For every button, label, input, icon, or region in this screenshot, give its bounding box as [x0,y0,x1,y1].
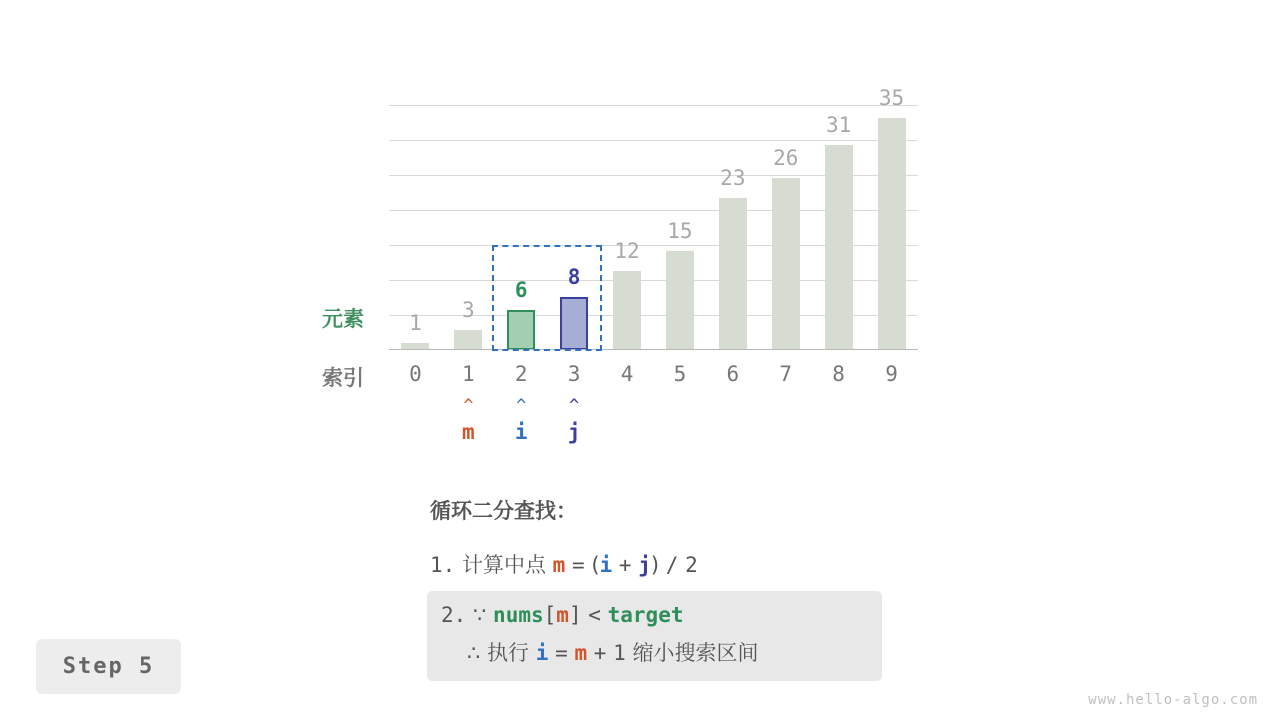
bar-slot-8 [812,105,865,350]
bar-value-1: 3 [462,298,475,322]
bar-value-4: 12 [614,239,640,263]
step2-tail-text: 缩小搜索区间 [632,641,759,665]
index-cell-4: 4 [620,362,634,386]
bar-slot-7 [759,105,812,350]
pointer-row [389,396,918,456]
watermark: www.hello-algo.com [1088,692,1258,708]
bar-value-9: 35 [878,86,905,110]
step2-less-than: < [588,603,601,627]
pointer-label-i: i [514,420,528,444]
bar-value-8: 31 [825,113,852,137]
step2-one: 1 [613,641,626,665]
step1-var-i: i [599,553,613,577]
index-cell-8: 8 [832,362,845,386]
step1-plus: + [618,553,632,577]
index-cell-5: 5 [673,362,687,386]
step2-bracket-close: ] [568,603,582,627]
index-cell-3: 3 [567,362,581,386]
step2-because-symbol: ∵ [472,603,487,627]
index-row [389,362,918,390]
bar-9 [878,118,906,350]
bar-slot-1 [442,105,495,350]
step1-var-j: j [638,553,651,577]
bar-value-6: 23 [720,166,746,190]
index-cell-6: 6 [726,362,740,386]
step1-var-m: m [552,553,566,577]
step1-equals: = [572,553,585,577]
bar-value-2: 6 [514,278,528,302]
bar-1 [454,330,482,350]
bar-value-5: 15 [667,219,693,243]
caption-step-2-line-1 [441,603,868,627]
bar-slot-0 [389,105,442,350]
bar-slot-5 [654,105,707,350]
pointer-label-j: j [567,420,581,444]
index-cell-2: 2 [514,362,528,386]
index-cell-9: 9 [885,362,898,386]
step2-bracket-open: [ [543,603,557,627]
step2-therefore-symbol: ∴ [467,641,481,665]
bar-slot-6 [706,105,759,350]
caption-step-2-box [427,591,882,681]
bar-5 [666,251,694,350]
search-range-box [492,245,602,351]
caret-icon-i: ^ [516,396,527,416]
index-cell-0: 0 [409,362,422,386]
bar-4 [613,271,641,350]
bar-value-0: 1 [409,311,422,335]
bar-slot-9 [865,86,918,350]
bar-chart [389,86,918,350]
step1-divide: / [665,553,679,577]
step1-paren-close: ) [650,553,660,577]
step2-var-m: m [556,603,569,627]
bar-value-7: 26 [773,146,799,170]
step1-paren-open: ( [591,553,600,577]
index-cell-7: 7 [779,362,793,386]
step1-two: 2 [685,553,698,577]
index-row-label: 索引 [322,366,364,390]
bar-slot-4 [601,105,654,350]
caret-icon-j: ^ [569,396,580,416]
step2-equals: = [555,641,568,665]
step2-nums: nums [493,603,544,627]
index-cell-1: 1 [462,362,475,386]
pointer-label-m: m [462,420,475,444]
caption-step-2-line-2 [441,637,868,667]
element-row-label: 元素 [322,307,364,331]
bar-7 [772,178,800,350]
step2-number: 2. [441,603,467,627]
step1-text: 计算中点 [461,553,546,577]
axis-baseline [389,349,918,350]
caption-block [430,495,900,583]
step2-exec-text: 执行 [487,641,530,665]
step2-var-i: i [535,641,549,665]
step2-plus: + [593,641,607,665]
bar-8 [825,145,853,350]
caret-icon-m: ^ [463,396,474,416]
step2-target: target [607,603,684,627]
step-badge: Step 5 [36,639,181,694]
bar-value-3: 8 [567,265,581,289]
bar-6 [719,198,747,350]
step1-number: 1. [430,553,456,577]
step2-var-m2: m [574,641,588,665]
caption-title: 循环二分查找： [430,499,577,523]
bar-group [389,86,918,350]
caption-step-1 [430,549,900,583]
